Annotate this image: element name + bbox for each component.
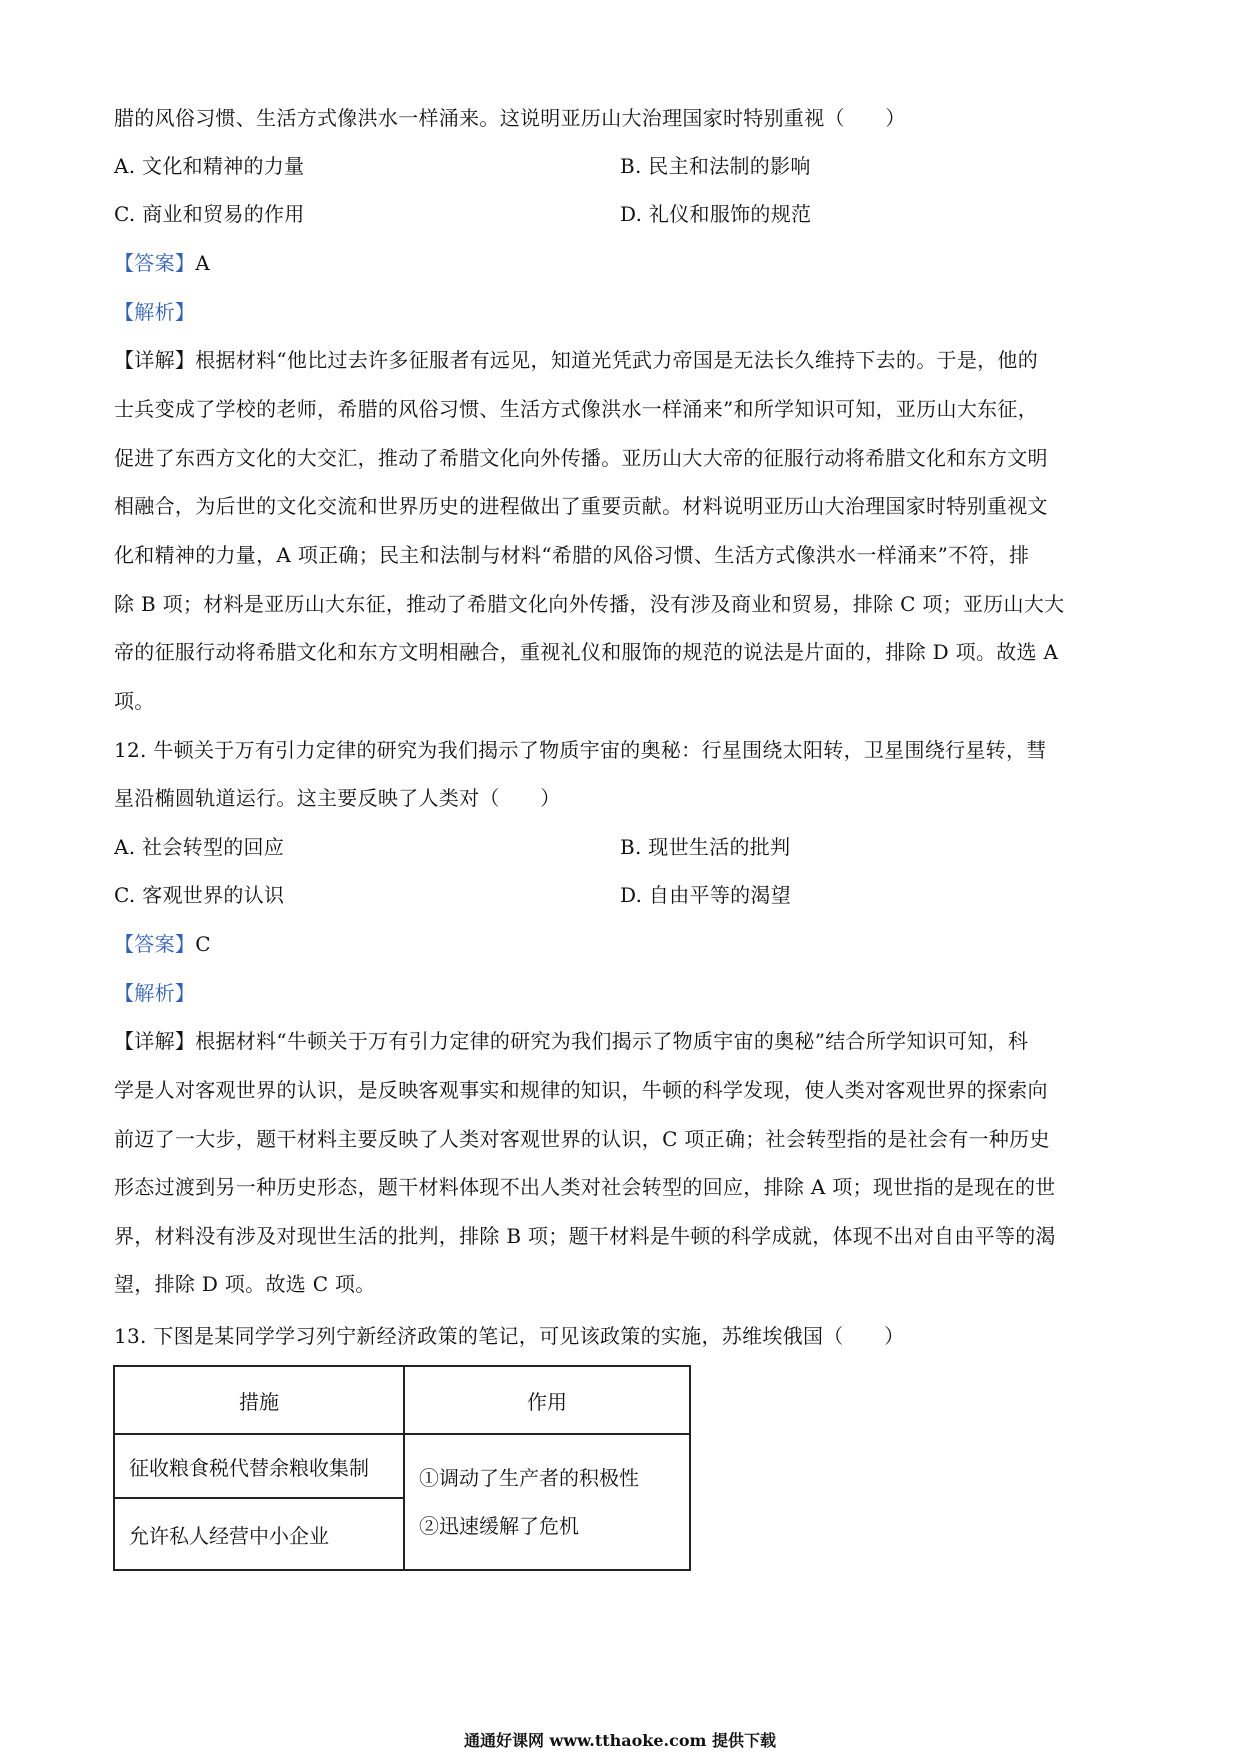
q11-detail-line: 士兵变成了学校的老师，希腊的风俗习惯、生活方式像洪水一样涌来”和所学知识可知，亚历山大东征， (114, 397, 1039, 421)
q12-detail-line: 形态过渡到另一种历史形态，题干材料体现不出人类对社会转型的回应，排除 A 项；现世指的是现在的世 (114, 1175, 1056, 1199)
q12-option-c: C. 客观世界的认识 (114, 883, 285, 907)
q11-option-c: C. 商业和贸易的作用 (114, 202, 305, 226)
q11-option-b: B. 民主和法制的影响 (620, 154, 811, 178)
nep-notes-table (113, 1365, 691, 1571)
q11-detail-line: 相融合，为后世的文化交流和世界历史的进程做出了重要贡献。材料说明亚历山大治理国家时特别重视文 (114, 494, 1048, 518)
effects-cell (404, 1434, 690, 1570)
q11-answer (114, 249, 210, 277)
q11-detail-line: 项。 (114, 689, 155, 713)
q12-detail-line: 界，材料没有涉及对现世生活的批判，排除 B 项；题干材料是牛顿的科学成就，体现不出对自由平等的渴 (114, 1224, 1056, 1248)
q12-analysis-tag: 【解析】 (114, 981, 196, 1005)
detail-tag: 【详解】 (114, 348, 196, 372)
q11-detail-line: 促进了东西方文化的大交汇，推动了希腊文化向外传播。亚历山大大帝的征服行动将希腊文化和东方文明 (114, 446, 1048, 470)
q12-stem-line: 12. 牛顿关于万有引力定律的研究为我们揭示了物质宇宙的奥秘：行星围绕太阳转，卫星围绕行星转，彗 (114, 738, 1047, 762)
q11-stem-tail: 腊的风俗习惯、生活方式像洪水一样涌来。这说明亚历山大治理国家时特别重视（ ） (114, 106, 906, 130)
q12-option-d: D. 自由平等的渴望 (620, 883, 792, 907)
q11-analysis-tag: 【解析】 (114, 300, 196, 324)
q11-detail-line: 除 B 项；材料是亚历山大东征，推动了希腊文化向外传播，没有涉及商业和贸易，排除 C 项；亚历山大大 (114, 592, 1065, 616)
header-effects: 作用 (404, 1366, 690, 1434)
table-header-row (114, 1366, 690, 1434)
q13-stem: 13. 下图是某同学学习列宁新经济政策的笔记，可见该政策的实施，苏维埃俄国（ ） (114, 1324, 905, 1348)
effect-item: ②迅速缓解了危机 (419, 1514, 579, 1538)
table-row (114, 1434, 690, 1498)
q11-option-a: A. 文化和精神的力量 (114, 154, 305, 178)
q11-detail-line (114, 346, 1038, 374)
answer-value: C (195, 932, 211, 956)
q12-detail-line (114, 1027, 1028, 1055)
measure-cell: 允许私人经营中小企业 (114, 1498, 404, 1570)
detail-text: 根据材料“牛顿关于万有引力定律的研究为我们揭示了物质宇宙的奥秘”结合所学知识可知，科 (195, 1029, 1029, 1053)
detail-tag: 【详解】 (114, 1029, 196, 1053)
page-footer: 通通好课网 www.tthaoke.com 提供下载 (463, 1731, 777, 1750)
q12-detail-line: 前迈了一大步，题干材料主要反映了人类对客观世界的认识，C 项正确；社会转型指的是社会有一种历史 (114, 1127, 1050, 1151)
header-measures: 措施 (114, 1366, 404, 1434)
q11-detail-line: 帝的征服行动将希腊文化和东方文明相融合，重视礼仪和服饰的规范的说法是片面的，排除 D 项。故选 A (114, 640, 1059, 664)
answer-value: A (195, 251, 210, 275)
q12-detail-line: 学是人对客观世界的认识，是反映客观事实和规律的知识，牛顿的科学发现，使人类对客观世界的探索向 (114, 1078, 1048, 1102)
q12-option-b: B. 现世生活的批判 (620, 835, 791, 859)
q12-stem-line: 星沿椭圆轨道运行。这主要反映了人类对（ ） (114, 786, 561, 810)
q11-detail-line: 化和精神的力量，A 项正确；民主和法制与材料“希腊的风俗习惯、生活方式像洪水一样涌来”不符，排 (114, 543, 1030, 567)
measure-cell: 征收粮食税代替余粮收集制 (114, 1434, 404, 1498)
answer-tag: 【答案】 (114, 932, 196, 956)
q11-option-d: D. 礼仪和服饰的规范 (620, 202, 812, 226)
q12-option-a: A. 社会转型的回应 (114, 835, 285, 859)
q12-detail-line: 望，排除 D 项。故选 C 项。 (114, 1272, 376, 1296)
answer-tag: 【答案】 (114, 251, 196, 275)
q12-answer (114, 930, 211, 958)
effect-item: ①调动了生产者的积极性 (419, 1466, 639, 1490)
detail-text: 根据材料“他比过去许多征服者有远见，知道光凭武力帝国是无法长久维持下去的。于是，他的 (195, 348, 1039, 372)
